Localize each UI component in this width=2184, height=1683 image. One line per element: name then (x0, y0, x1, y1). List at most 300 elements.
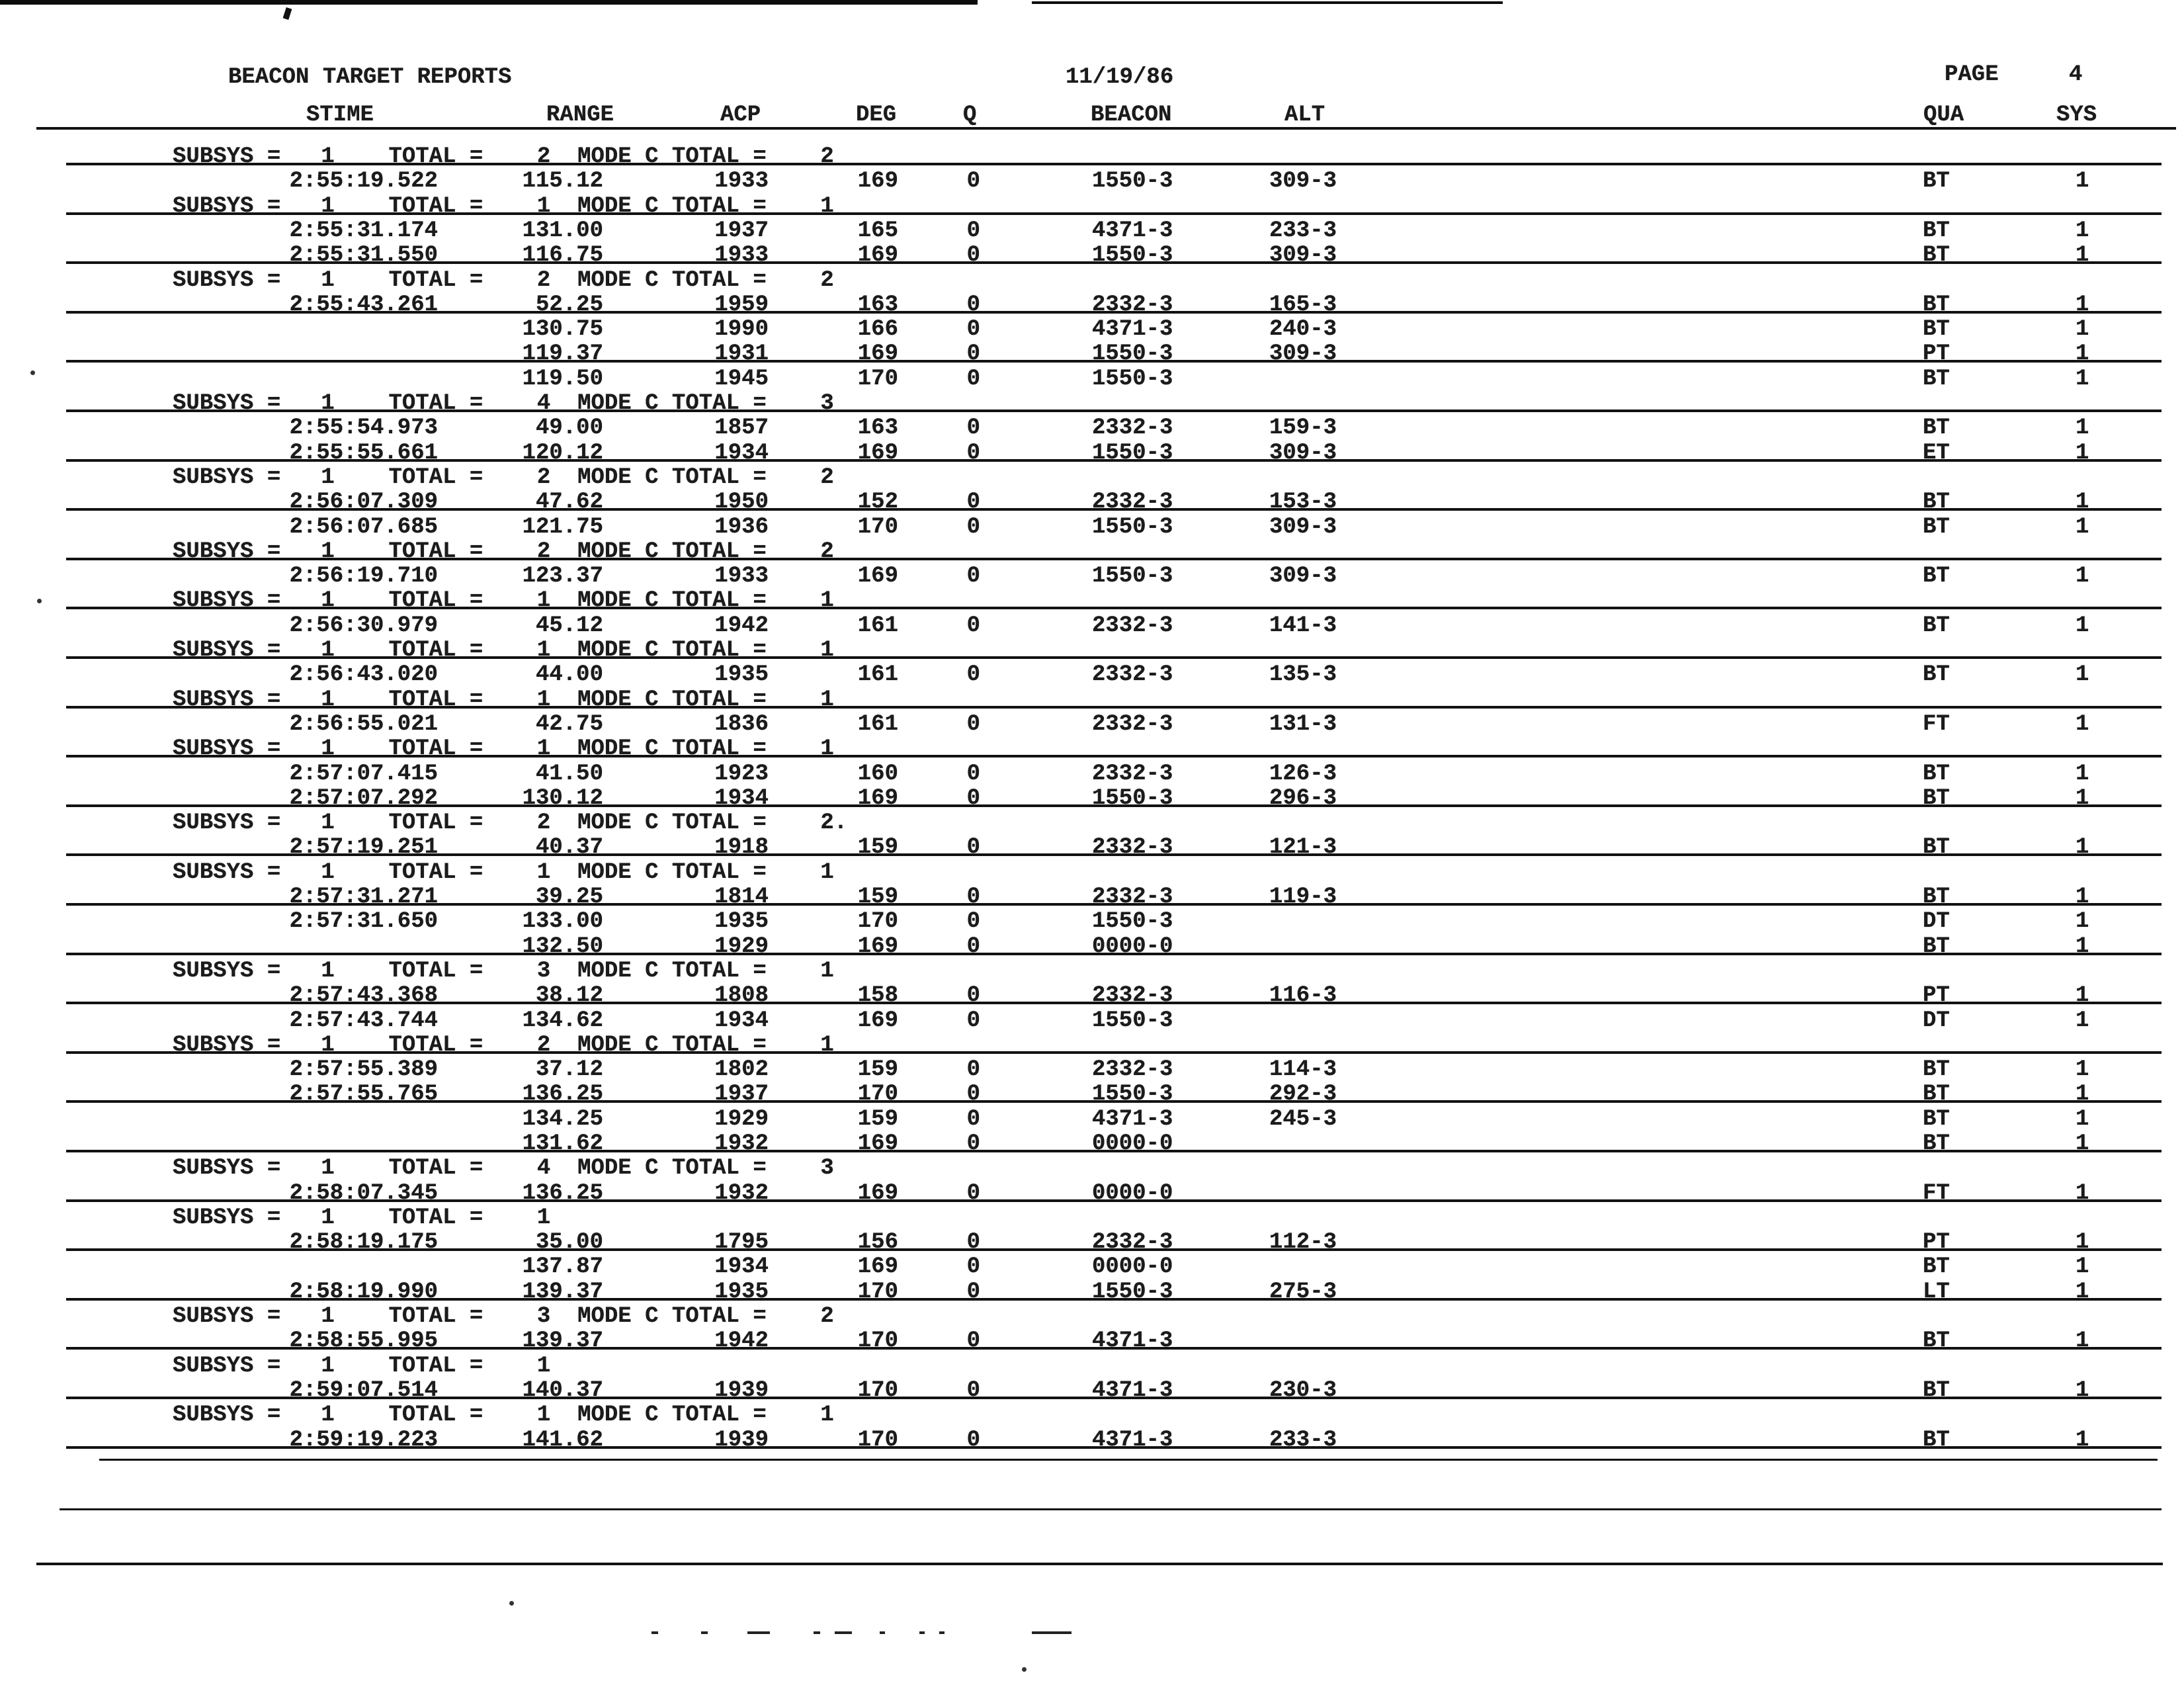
cell-sys: 1 (2076, 243, 2089, 268)
cell-beacon: 0000-0 (1092, 1254, 1173, 1279)
cell-beacon: 4371-3 (1092, 1378, 1173, 1403)
cell-deg: 159 (857, 1057, 898, 1082)
cell-deg: 163 (857, 415, 898, 441)
cell-qua: BT (1923, 317, 1950, 342)
cell-range: 41.50 (535, 761, 603, 787)
cell-qua: BT (1923, 761, 1950, 787)
cell-range: 140.37 (522, 1378, 603, 1403)
cell-alt: 230-3 (1269, 1378, 1337, 1403)
cell-deg: 166 (857, 317, 898, 342)
cell-sys: 1 (2076, 1428, 2089, 1453)
cell-time: 2:57:31.271 (289, 885, 438, 910)
cell-acp: 1857 (714, 415, 769, 441)
cell-beacon: 1550-3 (1092, 169, 1173, 194)
cell-qua: DT (1923, 1008, 1950, 1033)
cell-q: 0 (966, 1131, 980, 1156)
cell-acp: 1933 (714, 564, 769, 589)
cell-alt: 309-3 (1269, 169, 1337, 194)
cell-qua: BT (1923, 490, 1950, 515)
cell-range: 116.75 (522, 243, 603, 268)
cell-q: 0 (966, 613, 980, 638)
cell-acp: 1936 (714, 515, 769, 540)
cell-acp: 1836 (714, 712, 769, 737)
cell-qua: FT (1923, 1181, 1950, 1206)
cell-sys: 1 (2076, 761, 2089, 787)
cell-acp: 1990 (714, 317, 769, 342)
cell-qua: BT (1923, 1254, 1950, 1279)
cell-acp: 1939 (714, 1378, 769, 1403)
cell-deg: 169 (857, 1008, 898, 1033)
cell-time: 2:56:07.309 (289, 490, 438, 515)
cell-q: 0 (966, 712, 980, 737)
cell-deg: 169 (857, 1254, 898, 1279)
subsys-summary-line: SUBSYS = 1 TOTAL = 2 MODE C TOTAL = 2 (173, 144, 834, 169)
cell-sys: 1 (2076, 1378, 2089, 1403)
cell-sys: 1 (2076, 367, 2089, 392)
cell-acp: 1932 (714, 1181, 769, 1206)
cell-beacon: 2332-3 (1092, 613, 1173, 638)
cell-sys: 1 (2076, 169, 2089, 194)
cell-q: 0 (966, 490, 980, 515)
cell-range: 37.12 (535, 1057, 603, 1082)
cell-sys: 1 (2076, 515, 2089, 540)
cell-qua: ET (1923, 441, 1950, 466)
cell-deg: 160 (857, 761, 898, 787)
cell-sys: 1 (2076, 1082, 2089, 1107)
cell-acp: 1937 (714, 218, 769, 243)
cell-q: 0 (966, 243, 980, 268)
cell-beacon: 2332-3 (1092, 490, 1173, 515)
row-underline (66, 1150, 2162, 1152)
cell-beacon: 4371-3 (1092, 1328, 1173, 1354)
cell-range: 45.12 (535, 613, 603, 638)
row-underline (66, 953, 2162, 955)
cell-q: 0 (966, 1328, 980, 1354)
cell-deg: 159 (857, 885, 898, 910)
cell-range: 44.00 (535, 662, 603, 687)
cell-q: 0 (966, 1057, 980, 1082)
column-header-q: Q (963, 103, 977, 128)
cell-sys: 1 (2076, 983, 2089, 1008)
cell-time: 2:57:19.251 (289, 835, 438, 860)
cell-qua: BT (1923, 515, 1950, 540)
cell-sys: 1 (2076, 1107, 2089, 1132)
cell-time: 2:59:19.223 (289, 1428, 438, 1453)
cell-range: 137.87 (522, 1254, 603, 1279)
subsys-summary-line: SUBSYS = 1 TOTAL = 1 MODE C TOTAL = 1 (173, 638, 834, 663)
cell-alt: 114-3 (1269, 1057, 1337, 1082)
cell-time: 2:55:54.973 (289, 415, 438, 441)
cell-qua: BT (1923, 1107, 1950, 1132)
column-header-beacon: BEACON (1091, 103, 1172, 128)
cell-deg: 169 (857, 934, 898, 959)
cell-deg: 170 (857, 1428, 898, 1453)
cell-deg: 161 (857, 712, 898, 737)
subsys-underline (66, 558, 2162, 560)
cell-range: 130.75 (522, 317, 603, 342)
cell-range: 136.25 (522, 1181, 603, 1206)
cell-time: 2:55:43.261 (289, 292, 438, 318)
cell-qua: BT (1923, 169, 1950, 194)
cell-time: 2:56:55.021 (289, 712, 438, 737)
cell-alt: 309-3 (1269, 441, 1337, 466)
cell-sys: 1 (2076, 934, 2089, 959)
subsys-underline (66, 656, 2162, 659)
cell-deg: 169 (857, 1131, 898, 1156)
row-underline (66, 360, 2162, 363)
page-label: PAGE (1945, 62, 1999, 87)
subsys-summary-line: SUBSYS = 1 TOTAL = 2 MODE C TOTAL = 1 (173, 1033, 834, 1058)
cell-qua: BT (1923, 243, 1950, 268)
cell-deg: 152 (857, 490, 898, 515)
cell-sys: 1 (2076, 441, 2089, 466)
subsys-summary-line: SUBSYS = 1 TOTAL = 1 (173, 1354, 551, 1379)
subsys-summary-line: SUBSYS = 1 TOTAL = 2 MODE C TOTAL = 2 (173, 465, 834, 490)
cell-beacon: 2332-3 (1092, 415, 1173, 441)
cell-range: 134.25 (522, 1107, 603, 1132)
cell-acp: 1937 (714, 1082, 769, 1107)
cell-time: 2:57:07.292 (289, 786, 438, 811)
cell-deg: 170 (857, 1328, 898, 1354)
cell-range: 136.25 (522, 1082, 603, 1107)
cell-acp: 1934 (714, 441, 769, 466)
report-title: BEACON TARGET REPORTS (228, 65, 512, 90)
cell-deg: 169 (857, 243, 898, 268)
cell-qua: BT (1923, 415, 1950, 441)
subsys-summary-line: SUBSYS = 1 TOTAL = 4 MODE C TOTAL = 3 (173, 1156, 834, 1181)
cell-range: 121.75 (522, 515, 603, 540)
cell-range: 120.12 (522, 441, 603, 466)
cell-q: 0 (966, 1082, 980, 1107)
cell-time: 2:55:31.174 (289, 218, 438, 243)
cell-time: 2:57:07.415 (289, 761, 438, 787)
cell-sys: 1 (2076, 490, 2089, 515)
cell-time: 2:57:55.389 (289, 1057, 438, 1082)
row-underline (66, 508, 2162, 511)
cell-beacon: 2332-3 (1092, 1057, 1173, 1082)
subsys-summary-line: SUBSYS = 1 TOTAL = 1 MODE C TOTAL = 1 (173, 860, 834, 885)
cell-deg: 158 (857, 983, 898, 1008)
subsys-underline (66, 607, 2162, 609)
cell-time: 2:56:19.710 (289, 564, 438, 589)
row-underline (66, 261, 2162, 264)
cell-range: 141.62 (522, 1428, 603, 1453)
column-header-stime: STIME (306, 103, 374, 128)
cell-qua: BT (1923, 292, 1950, 318)
cell-deg: 163 (857, 292, 898, 318)
cell-acp: 1933 (714, 243, 769, 268)
row-underline (66, 1199, 2162, 1202)
cell-acp: 1935 (714, 662, 769, 687)
cell-range: 40.37 (535, 835, 603, 860)
cell-deg: 169 (857, 564, 898, 589)
cell-q: 0 (966, 1181, 980, 1206)
subsys-summary-line: SUBSYS = 1 TOTAL = 2 MODE C TOTAL = 2 (173, 268, 834, 293)
cell-sys: 1 (2076, 1279, 2089, 1305)
cell-beacon: 1550-3 (1092, 367, 1173, 392)
cell-sys: 1 (2076, 1057, 2089, 1082)
cell-acp: 1934 (714, 1254, 769, 1279)
cell-sys: 1 (2076, 564, 2089, 589)
cell-q: 0 (966, 786, 980, 811)
cell-qua: PT (1923, 341, 1950, 367)
cell-q: 0 (966, 983, 980, 1008)
cell-qua: BT (1923, 367, 1950, 392)
cell-alt: 309-3 (1269, 341, 1337, 367)
cell-q: 0 (966, 1107, 980, 1132)
cell-alt: 292-3 (1269, 1082, 1337, 1107)
cell-qua: DT (1923, 909, 1950, 934)
row-underline (66, 853, 2162, 856)
bottom-rule (36, 1563, 2163, 1565)
cell-alt: 233-3 (1269, 218, 1337, 243)
cell-sys: 1 (2076, 885, 2089, 910)
cell-sys: 1 (2076, 786, 2089, 811)
cell-alt: 121-3 (1269, 835, 1337, 860)
cell-sys: 1 (2076, 1328, 2089, 1354)
subsys-summary-line: SUBSYS = 1 TOTAL = 1 (173, 1205, 551, 1230)
cell-q: 0 (966, 1279, 980, 1305)
scan-dash (835, 1631, 852, 1634)
cell-range: 39.25 (535, 885, 603, 910)
cell-acp: 1945 (714, 367, 769, 392)
subsys-summary-line: SUBSYS = 1 TOTAL = 4 MODE C TOTAL = 3 (173, 391, 834, 416)
row-underline (66, 459, 2162, 462)
cell-beacon: 4371-3 (1092, 317, 1173, 342)
cell-range: 52.25 (535, 292, 603, 318)
cell-alt: 240-3 (1269, 317, 1337, 342)
cell-acp: 1935 (714, 909, 769, 934)
cell-time: 2:58:07.345 (289, 1181, 438, 1206)
cell-beacon: 4371-3 (1092, 1428, 1173, 1453)
cell-acp: 1795 (714, 1230, 769, 1255)
cell-q: 0 (966, 1008, 980, 1033)
scan-dot (509, 1601, 514, 1606)
subsys-summary-line: SUBSYS = 1 TOTAL = 1 MODE C TOTAL = 1 (173, 194, 834, 219)
cell-beacon: 1550-3 (1092, 243, 1173, 268)
cell-time: 2:57:55.765 (289, 1082, 438, 1107)
scan-dot (1022, 1667, 1027, 1672)
subsys-summary-line: SUBSYS = 1 TOTAL = 1 MODE C TOTAL = 1 (173, 736, 834, 761)
scan-dot (30, 370, 35, 375)
subsys-summary-line: SUBSYS = 1 TOTAL = 1 MODE C TOTAL = 1 (173, 687, 834, 712)
scan-dash (747, 1631, 770, 1634)
cell-sys: 1 (2076, 835, 2089, 860)
row-underline (66, 1248, 2162, 1251)
bottom-rule (99, 1459, 2158, 1461)
cell-acp: 1934 (714, 1008, 769, 1033)
subsys-underline (66, 163, 2162, 165)
cell-alt: 296-3 (1269, 786, 1337, 811)
cell-beacon: 4371-3 (1092, 1107, 1173, 1132)
cell-qua: BT (1923, 786, 1950, 811)
cell-alt: 112-3 (1269, 1230, 1337, 1255)
scan-dash (701, 1631, 708, 1634)
cell-range: 133.00 (522, 909, 603, 934)
row-underline (66, 804, 2162, 807)
cell-sys: 1 (2076, 1254, 2089, 1279)
cell-sys: 1 (2076, 909, 2089, 934)
cell-alt: 153-3 (1269, 490, 1337, 515)
cell-acp: 1935 (714, 1279, 769, 1305)
cell-beacon: 2332-3 (1092, 761, 1173, 787)
scan-top-edge-left (0, 0, 978, 5)
cell-sys: 1 (2076, 1008, 2089, 1033)
cell-range: 123.37 (522, 564, 603, 589)
cell-q: 0 (966, 909, 980, 934)
column-header-acp: ACP (720, 103, 761, 128)
cell-time: 2:58:19.990 (289, 1279, 438, 1305)
cell-acp: 1814 (714, 885, 769, 910)
cell-qua: BT (1923, 564, 1950, 589)
cell-deg: 161 (857, 613, 898, 638)
cell-qua: BT (1923, 885, 1950, 910)
cell-time: 2:56:43.020 (289, 662, 438, 687)
cell-qua: BT (1923, 662, 1950, 687)
row-underline (66, 1397, 2162, 1399)
scan-dash (651, 1631, 658, 1634)
cell-acp: 1931 (714, 341, 769, 367)
row-underline (66, 1446, 2162, 1449)
cell-time: 2:57:31.650 (289, 909, 438, 934)
cell-time: 2:56:07.685 (289, 515, 438, 540)
cell-beacon: 2332-3 (1092, 885, 1173, 910)
cell-beacon: 0000-0 (1092, 1181, 1173, 1206)
cell-alt: 245-3 (1269, 1107, 1337, 1132)
cell-acp: 1929 (714, 934, 769, 959)
cell-sys: 1 (2076, 292, 2089, 318)
cell-beacon: 1550-3 (1092, 341, 1173, 367)
cell-acp: 1932 (714, 1131, 769, 1156)
cell-qua: BT (1923, 1328, 1950, 1354)
cell-alt: 126-3 (1269, 761, 1337, 787)
cell-acp: 1808 (714, 983, 769, 1008)
cell-range: 42.75 (535, 712, 603, 737)
cell-range: 134.62 (522, 1008, 603, 1033)
cell-alt: 309-3 (1269, 515, 1337, 540)
cell-qua: BT (1923, 1057, 1950, 1082)
cell-beacon: 0000-0 (1092, 934, 1173, 959)
cell-q: 0 (966, 515, 980, 540)
cell-q: 0 (966, 761, 980, 787)
cell-beacon: 2332-3 (1092, 1230, 1173, 1255)
cell-beacon: 2332-3 (1092, 292, 1173, 318)
cell-alt: 135-3 (1269, 662, 1337, 687)
cell-time: 2:57:43.744 (289, 1008, 438, 1033)
cell-beacon: 0000-0 (1092, 1131, 1173, 1156)
cell-range: 115.12 (522, 169, 603, 194)
cell-q: 0 (966, 218, 980, 243)
cell-deg: 159 (857, 835, 898, 860)
row-underline (66, 1298, 2162, 1301)
cell-deg: 170 (857, 909, 898, 934)
cell-acp: 1959 (714, 292, 769, 318)
cell-sys: 1 (2076, 415, 2089, 441)
subsys-summary-line: SUBSYS = 1 TOTAL = 3 MODE C TOTAL = 1 (173, 959, 834, 984)
cell-qua: BT (1923, 835, 1950, 860)
cell-alt: 116-3 (1269, 983, 1337, 1008)
cell-range: 130.12 (522, 786, 603, 811)
cell-beacon: 1550-3 (1092, 1082, 1173, 1107)
cell-range: 38.12 (535, 983, 603, 1008)
cell-qua: BT (1923, 218, 1950, 243)
cell-sys: 1 (2076, 317, 2089, 342)
column-header-qua: QUA (1923, 103, 1964, 128)
cell-q: 0 (966, 1378, 980, 1403)
cell-sys: 1 (2076, 662, 2089, 687)
scan-top-edge-right (1032, 1, 1503, 4)
row-underline (66, 1347, 2162, 1350)
subsys-summary-line: SUBSYS = 1 TOTAL = 1 MODE C TOTAL = 1 (173, 1402, 834, 1428)
cell-qua: PT (1923, 1230, 1950, 1255)
cell-beacon: 1550-3 (1092, 786, 1173, 811)
cell-beacon: 1550-3 (1092, 441, 1173, 466)
cell-qua: BT (1923, 1131, 1950, 1156)
cell-qua: BT (1923, 1082, 1950, 1107)
cell-qua: BT (1923, 1428, 1950, 1453)
cell-q: 0 (966, 441, 980, 466)
cell-beacon: 1550-3 (1092, 1008, 1173, 1033)
cell-range: 119.37 (522, 341, 603, 367)
row-underline (66, 903, 2162, 906)
cell-q: 0 (966, 292, 980, 318)
row-underline (66, 311, 2162, 314)
cell-time: 2:55:31.550 (289, 243, 438, 268)
column-header-range: RANGE (546, 103, 614, 128)
cell-q: 0 (966, 934, 980, 959)
cell-beacon: 1550-3 (1092, 515, 1173, 540)
cell-beacon: 1550-3 (1092, 909, 1173, 934)
cell-qua: BT (1923, 934, 1950, 959)
cell-sys: 1 (2076, 218, 2089, 243)
cell-alt: 233-3 (1269, 1428, 1337, 1453)
cell-q: 0 (966, 1428, 980, 1453)
cell-deg: 170 (857, 1082, 898, 1107)
cell-alt: 141-3 (1269, 613, 1337, 638)
cell-q: 0 (966, 1254, 980, 1279)
cell-acp: 1939 (714, 1428, 769, 1453)
cell-q: 0 (966, 662, 980, 687)
cell-deg: 169 (857, 786, 898, 811)
cell-sys: 1 (2076, 613, 2089, 638)
cell-deg: 165 (857, 218, 898, 243)
cell-deg: 169 (857, 341, 898, 367)
cell-deg: 169 (857, 441, 898, 466)
bottom-rule (60, 1508, 2162, 1510)
cell-range: 139.37 (522, 1328, 603, 1354)
cell-alt: 309-3 (1269, 564, 1337, 589)
subsys-summary-line: SUBSYS = 1 TOTAL = 3 MODE C TOTAL = 2 (173, 1304, 834, 1329)
cell-deg: 170 (857, 515, 898, 540)
cell-acp: 1942 (714, 613, 769, 638)
cell-beacon: 2332-3 (1092, 662, 1173, 687)
scan-dash (939, 1631, 945, 1634)
cell-range: 131.62 (522, 1131, 603, 1156)
cell-q: 0 (966, 1230, 980, 1255)
column-header-deg: DEG (856, 103, 897, 128)
cell-range: 119.50 (522, 367, 603, 392)
cell-q: 0 (966, 835, 980, 860)
cell-qua: BT (1923, 1378, 1950, 1403)
cell-deg: 169 (857, 1181, 898, 1206)
cell-beacon: 2332-3 (1092, 712, 1173, 737)
cell-deg: 169 (857, 169, 898, 194)
cell-qua: FT (1923, 712, 1950, 737)
row-underline (66, 1002, 2162, 1004)
scan-speck (283, 7, 292, 20)
subsys-underline (66, 755, 2162, 757)
cell-deg: 170 (857, 1378, 898, 1403)
